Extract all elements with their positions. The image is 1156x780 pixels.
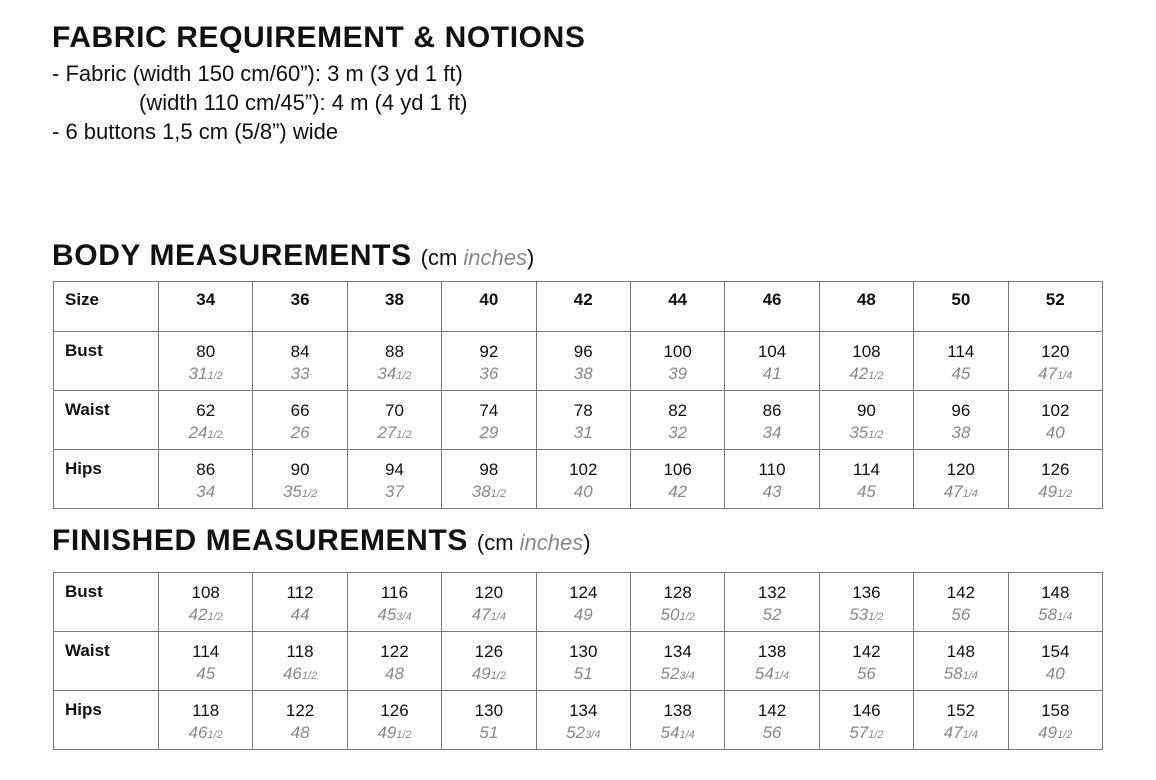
cm-value: 114: [192, 642, 220, 661]
inches-value: 271/2: [377, 423, 412, 442]
measurement-cell: [347, 391, 441, 450]
inch-fraction: 1/2: [868, 729, 884, 741]
cm-value: 86: [196, 460, 216, 479]
cm-value: 148: [946, 642, 975, 661]
inches-value: 51: [479, 723, 499, 742]
measurement-cell: [253, 632, 347, 691]
measurement-cell: [819, 391, 913, 450]
inches-value: 45: [951, 364, 971, 383]
cm-value: 138: [663, 701, 692, 720]
inch-fraction: 1/2: [301, 488, 318, 500]
cm-value: 130: [569, 642, 598, 661]
inches-value: 56: [762, 723, 782, 742]
finished-row-label: Bust: [54, 573, 159, 632]
inches-value: 421/2: [849, 364, 884, 383]
measurement-cell: [630, 632, 724, 691]
inches-value: 33: [290, 364, 310, 383]
inch-fraction: 1/2: [1057, 488, 1073, 500]
finished-row-label: Waist: [54, 632, 159, 691]
size-cell: 46: [725, 282, 819, 332]
measurement-cell: [1008, 391, 1102, 450]
measurement-cell: [442, 632, 536, 691]
cm-value: 110: [758, 460, 786, 479]
inches-value: 40: [573, 482, 593, 501]
measurement-cell: [914, 632, 1008, 691]
inches-value: 491/2: [377, 723, 412, 742]
cm-value: 136: [852, 583, 881, 602]
inch-fraction: 1/4: [962, 729, 978, 741]
measurement-cell: [630, 332, 724, 391]
measurement-cell: [536, 691, 630, 750]
cm-value: 90: [856, 401, 876, 420]
cm-value: 80: [196, 342, 216, 361]
finished-measurements-table: [53, 572, 1103, 750]
fabric-title: FABRIC REQUIREMENT & NOTIONS: [52, 21, 586, 54]
cm-value: 114: [852, 460, 880, 479]
cm-value: 82: [668, 401, 688, 420]
inches-value: 34: [762, 423, 782, 442]
inches-value: 471/4: [1038, 364, 1073, 383]
cm-value: 98: [479, 460, 499, 479]
inches-value: 241/2: [188, 423, 223, 442]
measurement-cell: [536, 450, 630, 509]
table-row: [54, 573, 1103, 632]
cm-value: 142: [757, 701, 787, 720]
measurement-cell: [536, 573, 630, 632]
inches-value: 381/2: [471, 482, 506, 501]
cm-value: 74: [479, 401, 499, 420]
inch-fraction: 1/4: [962, 670, 978, 682]
inches-value: 43: [762, 482, 782, 501]
measurement-cell: [159, 391, 253, 450]
inch-fraction: 1/2: [396, 370, 412, 382]
inches-value: 51: [573, 664, 593, 683]
cm-value: 138: [757, 642, 787, 661]
measurement-cell: [1008, 450, 1102, 509]
measurement-cell: [253, 450, 347, 509]
cm-value: 92: [479, 342, 499, 361]
body-row-label: Hips: [54, 450, 159, 509]
cm-value: 126: [1041, 460, 1070, 479]
inch-fraction: 1/2: [868, 429, 884, 441]
cm-value: 90: [290, 460, 310, 479]
measurement-cell: [347, 450, 441, 509]
measurement-cell: [347, 691, 441, 750]
inch-fraction: 1/4: [1057, 370, 1073, 382]
measurement-cell: [347, 573, 441, 632]
inches-value: 421/2: [188, 605, 223, 624]
inch-fraction: 1/4: [773, 670, 790, 682]
inches-value: 29: [479, 423, 499, 442]
cm-value: 132: [757, 583, 787, 602]
cm-value: 148: [1041, 583, 1070, 602]
size-cell: 52: [1008, 282, 1102, 332]
measurement-cell: [630, 691, 724, 750]
cm-value: 108: [191, 583, 220, 602]
inch-fraction: 1/2: [207, 429, 223, 441]
inches-value: 491/2: [1038, 723, 1073, 742]
inch-fraction: 1/4: [1057, 611, 1073, 623]
cm-value: 122: [380, 642, 409, 661]
inches-value: 26: [290, 423, 310, 442]
inches-value: 491/2: [1038, 482, 1073, 501]
inches-value: 523/4: [566, 723, 601, 742]
cm-value: 86: [762, 401, 782, 420]
cm-value: 116: [380, 583, 409, 602]
inches-value: 31: [573, 423, 593, 442]
inch-fraction: 1/2: [868, 370, 884, 382]
finished-unit: (cm inches): [476, 530, 591, 555]
cm-value: 84: [290, 342, 310, 361]
finished-title-text: FINISHED MEASUREMENTS: [52, 524, 468, 557]
size-cell: 42: [536, 282, 630, 332]
cm-value: 96: [951, 401, 971, 420]
measurement-cell: [347, 632, 441, 691]
inches-value: 36: [479, 364, 499, 383]
inches-value: 56: [856, 664, 876, 683]
inch-fraction: 1/2: [868, 611, 884, 623]
cm-value: 104: [757, 342, 787, 361]
inch-fraction: 3/4: [585, 729, 601, 741]
inches-value: 471/4: [943, 723, 978, 742]
measurement-cell: [536, 332, 630, 391]
size-cell: 38: [347, 282, 441, 332]
inch-fraction: 1/2: [207, 370, 223, 382]
size-cell: 40: [442, 282, 536, 332]
body-row-label: Bust: [54, 332, 159, 391]
inches-value: 501/2: [660, 605, 695, 624]
size-label: Size: [54, 282, 159, 332]
inch-fraction: 1/2: [207, 611, 223, 623]
cm-value: 118: [192, 701, 220, 720]
cm-value: 124: [569, 583, 598, 602]
measurement-cell: [725, 632, 819, 691]
cm-value: 62: [196, 401, 216, 420]
cm-value: 142: [946, 583, 975, 602]
inch-fraction: 1/2: [1057, 729, 1073, 741]
size-cell: 50: [914, 282, 1008, 332]
inches-value: 571/2: [849, 723, 884, 742]
inches-value: 42: [668, 482, 688, 501]
measurement-cell: [630, 573, 724, 632]
measurement-cell: [914, 691, 1008, 750]
body-row-label: Waist: [54, 391, 159, 450]
cm-value: 128: [663, 583, 692, 602]
inches-value: 48: [290, 723, 310, 742]
inches-value: 351/2: [282, 482, 318, 501]
measurement-cell: [159, 691, 253, 750]
inch-fraction: 3/4: [396, 611, 412, 623]
inch-fraction: 1/2: [396, 729, 412, 741]
measurement-cell: [1008, 632, 1102, 691]
inch-fraction: 1/2: [207, 729, 223, 741]
cm-value: 66: [290, 401, 310, 420]
inches-value: 37: [385, 482, 404, 501]
inch-fraction: 1/4: [962, 488, 978, 500]
measurement-cell: [159, 632, 253, 691]
measurement-cell: [725, 332, 819, 391]
cm-value: 154: [1041, 642, 1070, 661]
table-row: [54, 391, 1103, 450]
inches-value: 41: [762, 364, 782, 383]
measurement-cell: [159, 450, 253, 509]
inches-value: 45: [856, 482, 876, 501]
cm-value: 100: [663, 342, 692, 361]
inches-value: 461/2: [188, 723, 223, 742]
measurement-cell: [914, 332, 1008, 391]
measurement-cell: [253, 391, 347, 450]
cm-value: 70: [385, 401, 404, 420]
cm-value: 88: [385, 342, 404, 361]
size-cell: 48: [819, 282, 913, 332]
cm-value: 142: [852, 642, 881, 661]
measurement-cell: [819, 691, 913, 750]
measurement-cell: [442, 573, 536, 632]
inches-value: 40: [1045, 423, 1065, 442]
measurement-cell: [442, 450, 536, 509]
cm-value: 126: [380, 701, 409, 720]
inch-fraction: 1/2: [490, 670, 506, 682]
inches-value: 491/2: [471, 664, 506, 683]
measurement-cell: [1008, 332, 1102, 391]
cm-value: 96: [573, 342, 593, 361]
cm-value: 108: [852, 342, 881, 361]
cm-value: 118: [286, 642, 314, 661]
inches-value: 541/4: [754, 664, 790, 683]
cm-value: 102: [569, 460, 598, 479]
table-row: [54, 691, 1103, 750]
measurement-cell: [1008, 691, 1102, 750]
inches-value: 351/2: [849, 423, 884, 442]
measurement-cell: [914, 391, 1008, 450]
inches-value: 38: [573, 364, 593, 383]
inch-fraction: 1/4: [490, 611, 506, 623]
measurement-cell: [630, 450, 724, 509]
finished-row-label: Hips: [54, 691, 159, 750]
measurement-cell: [253, 573, 347, 632]
measurement-cell: [442, 391, 536, 450]
inches-value: 453/4: [377, 605, 412, 624]
inch-fraction: 3/4: [679, 670, 695, 682]
measurement-cell: [725, 573, 819, 632]
measurement-cell: [253, 332, 347, 391]
inches-value: 341/2: [377, 364, 412, 383]
inches-value: 44: [290, 605, 310, 624]
measurement-cell: [442, 332, 536, 391]
inches-value: 581/4: [943, 664, 978, 683]
cm-value: 122: [285, 701, 315, 720]
inches-value: 52: [762, 605, 782, 624]
measurement-cell: [819, 332, 913, 391]
measurement-cell: [630, 391, 724, 450]
measurement-cell: [1008, 573, 1102, 632]
cm-value: 152: [946, 701, 975, 720]
cm-value: 106: [663, 460, 692, 479]
table-row: [54, 632, 1103, 691]
measurement-cell: [725, 450, 819, 509]
cm-value: 120: [946, 460, 975, 479]
inches-value: 531/2: [849, 605, 884, 624]
cm-value: 112: [286, 583, 314, 602]
inches-value: 56: [951, 605, 971, 624]
measurement-cell: [819, 573, 913, 632]
fabric-line-1: - Fabric (width 150 cm/60”): 3 m (3 yd 1 ft): [52, 61, 463, 86]
fabric-line-2: (width 110 cm/45”): 4 m (4 yd 1 ft): [139, 90, 468, 115]
inch-fraction: 1/2: [301, 670, 318, 682]
size-header-row: [54, 282, 1103, 332]
measurement-cell: [819, 450, 913, 509]
cm-value: 114: [947, 342, 975, 361]
measurement-cell: [159, 573, 253, 632]
inches-value: 461/2: [282, 664, 318, 683]
finished-measurements-title: [52, 524, 591, 558]
finished-unit-inches: inches: [519, 530, 584, 555]
inches-value: 541/4: [660, 723, 695, 742]
inches-value: 471/4: [471, 605, 506, 624]
inches-value: 523/4: [660, 664, 695, 683]
cm-value: 94: [385, 460, 404, 479]
measurement-cell: [536, 632, 630, 691]
inches-value: 38: [951, 423, 971, 442]
size-cell: 34: [159, 282, 253, 332]
inches-value: 32: [668, 423, 688, 442]
inch-fraction: 1/2: [679, 611, 695, 623]
body-measurements-table: [53, 281, 1103, 509]
inches-value: 49: [573, 605, 593, 624]
measurement-cell: [253, 691, 347, 750]
cm-value: 120: [474, 583, 504, 602]
body-unit: (cm inches): [420, 245, 535, 270]
measurement-cell: [914, 573, 1008, 632]
measurement-cell: [725, 391, 819, 450]
inches-value: 45: [196, 664, 216, 683]
inches-value: 471/4: [943, 482, 978, 501]
body-measurements-title: [52, 239, 534, 273]
inch-fraction: 1/4: [679, 729, 695, 741]
measurement-cell: [442, 691, 536, 750]
size-cell: 44: [630, 282, 724, 332]
measurement-cell: [914, 450, 1008, 509]
inches-value: 48: [385, 664, 404, 683]
measurement-cell: [819, 632, 913, 691]
cm-value: 134: [663, 642, 692, 661]
fabric-line-3: - 6 buttons 1,5 cm (5/8”) wide: [52, 119, 339, 144]
cm-value: 134: [569, 701, 598, 720]
inches-value: 581/4: [1038, 605, 1073, 624]
measurement-cell: [725, 691, 819, 750]
measurement-cell: [159, 332, 253, 391]
inches-value: 40: [1045, 664, 1065, 683]
measurement-cell: [347, 332, 441, 391]
inches-value: 311/2: [188, 364, 223, 383]
cm-value: 120: [1041, 342, 1070, 361]
cm-value: 126: [474, 642, 504, 661]
inch-fraction: 1/2: [396, 429, 412, 441]
table-row: [54, 332, 1103, 391]
inches-value: 39: [668, 364, 688, 383]
cm-value: 130: [474, 701, 504, 720]
inch-fraction: 1/2: [490, 488, 506, 500]
table-row: [54, 450, 1103, 509]
size-cell: 36: [253, 282, 347, 332]
body-title-text: BODY MEASUREMENTS: [52, 239, 412, 272]
inches-value: 34: [196, 482, 216, 501]
measurement-cell: [536, 391, 630, 450]
cm-value: 158: [1041, 701, 1070, 720]
body-unit-inches: inches: [463, 245, 527, 270]
cm-value: 102: [1041, 401, 1070, 420]
cm-value: 78: [573, 401, 593, 420]
cm-value: 146: [852, 701, 881, 720]
